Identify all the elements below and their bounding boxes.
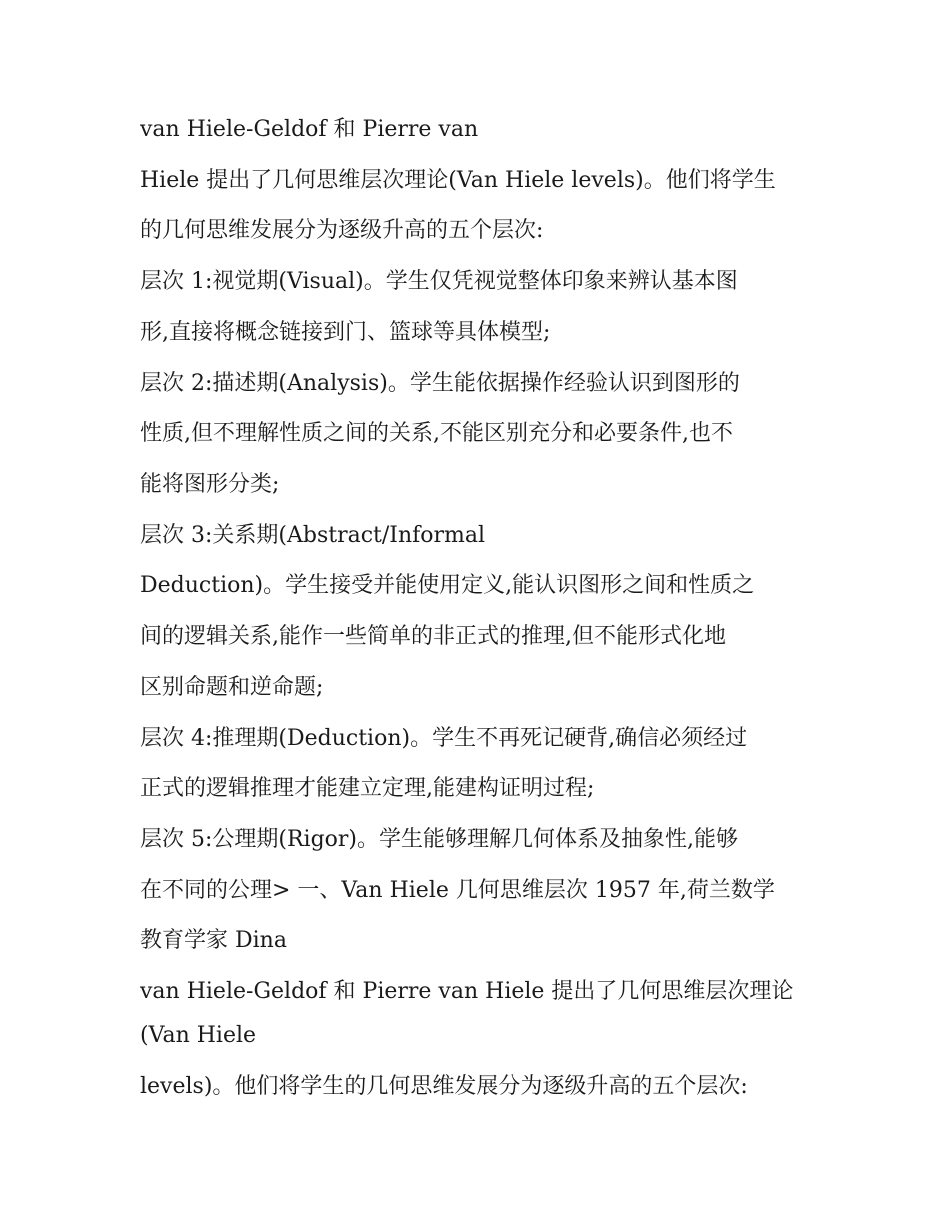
text-line: 形,直接将概念链接到门、篮球等具体模型;: [140, 320, 551, 345]
text-line: (Van Hiele: [140, 1023, 257, 1048]
text-line: 区别命题和逆命题;: [140, 675, 324, 700]
text-line: van Hiele-Geldof 和 Pierre van Hiele 提出了几何思维层次理论: [140, 979, 794, 1004]
text-line: 教育学家 Dina: [140, 928, 287, 953]
text-line: 层次 5:公理期(Rigor)。学生能够理解几何体系及抽象性,能够: [140, 827, 739, 852]
text-line: 的几何思维发展分为逐级升高的五个层次:: [140, 218, 544, 243]
text-line: 能将图形分类;: [140, 472, 280, 497]
text-line: van Hiele-Geldof 和 Pierre van: [140, 117, 479, 142]
text-line: 层次 3:关系期(Abstract/Informal: [140, 523, 486, 548]
text-line: 层次 1:视觉期(Visual)。学生仅凭视觉整体印象来辨认基本图: [140, 269, 738, 294]
text-line: 层次 4:推理期(Deduction)。学生不再死记硬背,确信必须经过: [140, 726, 748, 751]
text-line: 正式的逻辑推理才能建立定理,能建构证明过程;: [140, 776, 595, 801]
text-line: levels)。他们将学生的几何思维发展分为逐级升高的五个层次:: [140, 1074, 748, 1099]
text-line: 间的逻辑关系,能作一些简单的非正式的推理,但不能形式化地: [140, 624, 726, 649]
text-line: Deduction)。学生接受并能使用定义,能认识图形之间和性质之: [140, 573, 755, 598]
text-line: 性质,但不理解性质之间的关系,不能区别充分和必要条件,也不: [140, 421, 733, 446]
text-line: 在不同的公理> 一、Van Hiele 几何思维层次 1957 年,荷兰数学: [140, 878, 775, 903]
text-line: 层次 2:描述期(Analysis)。学生能依据操作经验认识到图形的: [140, 371, 740, 396]
text-line: Hiele 提出了几何思维层次理论(Van Hiele levels)。他们将学生: [140, 168, 776, 193]
